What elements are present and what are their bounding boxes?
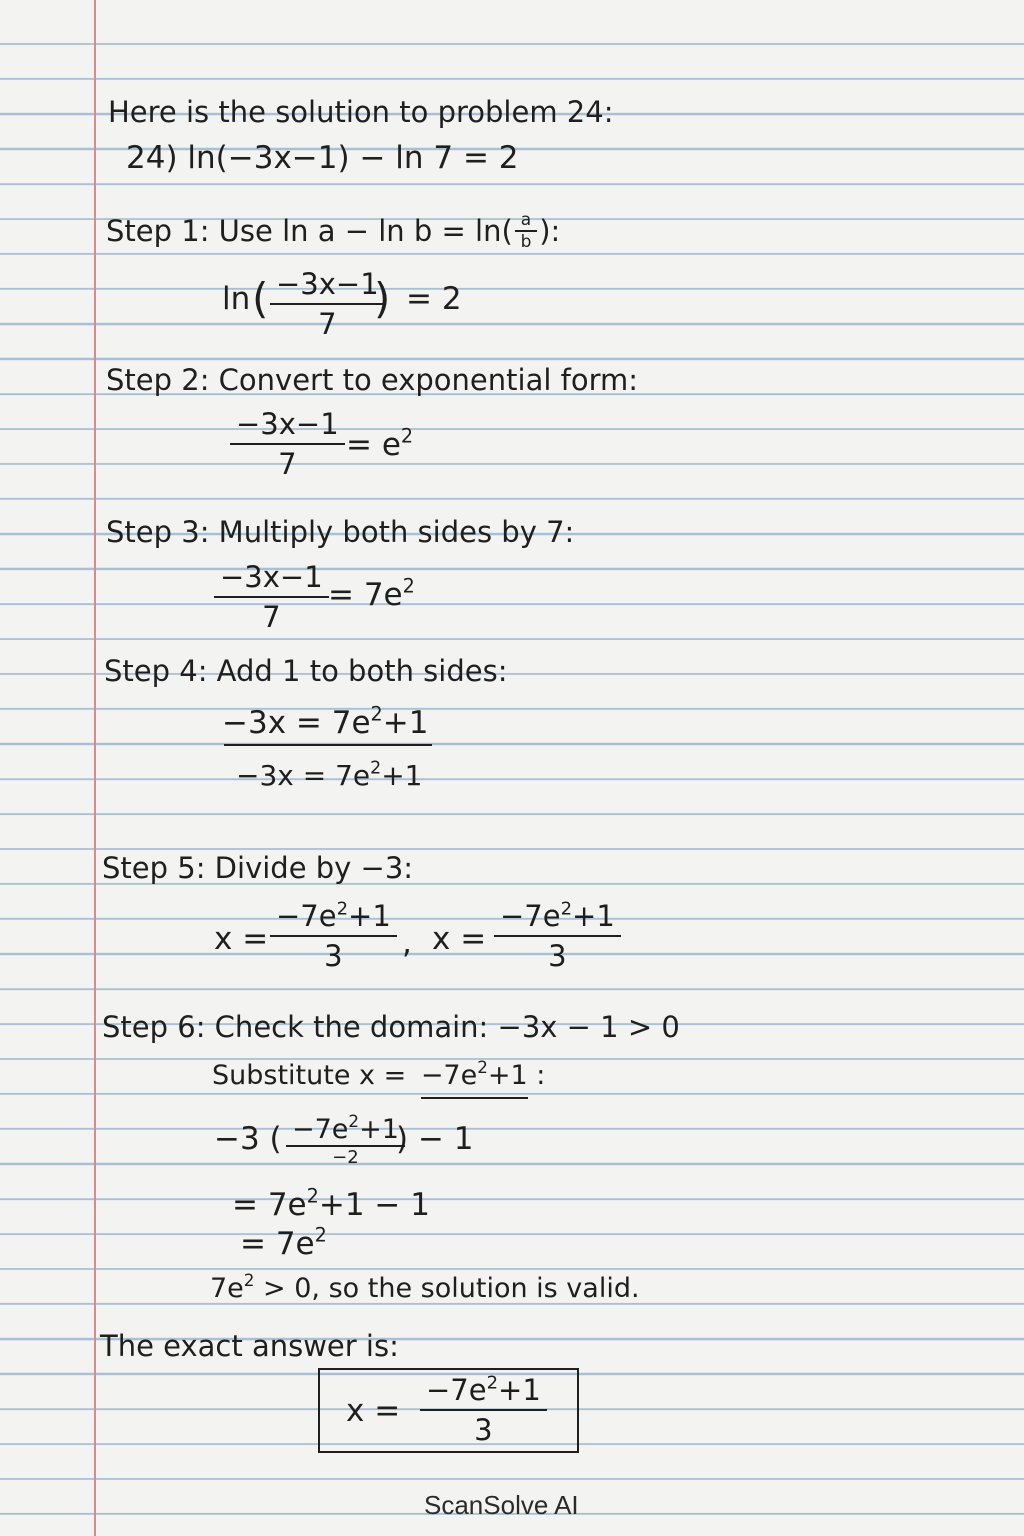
step5-den-2: 3 <box>548 939 567 973</box>
step3-num: −3x−1 <box>220 560 323 594</box>
step6-line2 <box>232 1184 430 1223</box>
step6-sub-exp: 2 <box>477 1057 488 1078</box>
answer-den: 3 <box>474 1413 493 1447</box>
step4-line2-right: +1 <box>381 759 423 792</box>
brand-label: ScanSolve AI <box>424 1490 579 1520</box>
step5-num-1-exp: 2 <box>336 898 349 920</box>
step6-sub-a: −7e <box>420 1060 478 1091</box>
step3-den: 7 <box>262 600 281 634</box>
step5-num-2-a: −7e <box>500 899 561 933</box>
step6-valid-exp: 2 <box>243 1270 255 1291</box>
step1-title-text: Step 1: Use ln a − ln b = ln( <box>106 213 513 248</box>
step1-eq-prefix: ln <box>222 281 251 317</box>
step5-title: Step 5: Divide by −3: <box>102 851 414 885</box>
step4-title: Step 4: Add 1 to both sides: <box>104 654 508 688</box>
answer-num-b: +1 <box>498 1373 541 1407</box>
step6-line2-exp: 2 <box>306 1184 319 1208</box>
answer-fraction <box>420 1372 547 1447</box>
paren-close: ) <box>374 274 391 323</box>
step5-num-1-a: −7e <box>276 899 337 933</box>
step6-valid <box>210 1270 640 1304</box>
step1-eq-fraction <box>270 267 385 341</box>
step4-underline <box>224 744 432 746</box>
fraction-bar <box>420 1409 547 1411</box>
step1-eq-num: −3x−1 <box>276 267 379 301</box>
step6-sub-colon: : <box>536 1060 546 1091</box>
step3-title: Step 3: Multiply both sides by 7: <box>106 515 575 549</box>
step5-den-1: 3 <box>324 939 343 973</box>
step6-expr-fraction <box>286 1111 405 1168</box>
step1-eq-den: 7 <box>318 307 337 341</box>
step5-num-2-b: +1 <box>572 899 615 933</box>
fraction-bar <box>214 596 329 598</box>
step2-rhs <box>346 424 414 463</box>
fraction-bar <box>270 935 397 937</box>
step6-expr-num <box>286 1111 405 1145</box>
step2-num: −3x−1 <box>236 407 339 441</box>
step2-rhs-base: = e <box>346 427 401 463</box>
intro-text: Here is the solution to problem 24: <box>108 95 614 129</box>
step6-line3 <box>240 1223 327 1262</box>
answer-num-a: −7e <box>426 1373 487 1407</box>
step1-title <box>106 212 560 251</box>
step6-expr-num-a: −7e <box>292 1114 349 1145</box>
step2-rhs-exp: 2 <box>400 424 414 448</box>
step6-line2-b: +1 − 1 <box>318 1187 430 1223</box>
step6-expr-suffix: ) − 1 <box>396 1121 474 1157</box>
step4-line1 <box>222 702 429 741</box>
step6-expr-prefix: −3 ( <box>214 1121 282 1157</box>
step2-title: Step 2: Convert to exponential form: <box>106 363 639 397</box>
step3-rhs-exp: 2 <box>402 574 415 598</box>
step5-num-1 <box>270 898 397 933</box>
step6-line2-a: = 7e <box>232 1187 307 1223</box>
paren-open: ( <box>252 274 269 323</box>
step6-substitute-value <box>420 1057 528 1099</box>
fraction-bar <box>230 443 345 445</box>
step6-title: Step 6: Check the domain: −3x − 1 > 0 <box>102 1010 680 1044</box>
step4-line1-exp: 2 <box>370 702 383 726</box>
step6-sub-b: +1 <box>487 1060 528 1091</box>
step3-fraction <box>214 560 329 634</box>
step4-line1-right: +1 <box>382 705 429 741</box>
step6-expr-num-exp: 2 <box>348 1111 360 1132</box>
step6-expr-den: −2 <box>332 1147 359 1168</box>
step5-num-2 <box>494 898 621 933</box>
step4-line2-left: −3x = 7e <box>236 759 371 792</box>
answer-x-label: x = <box>346 1393 401 1429</box>
step5-x-label-2: x = <box>432 921 487 957</box>
step4-line2 <box>236 758 423 792</box>
step6-valid-b: > 0, so the solution is valid. <box>263 1273 640 1304</box>
step6-expr-num-b: +1 <box>359 1114 399 1145</box>
step1-rule-close: ): <box>539 213 561 248</box>
answer-label: The exact answer is: <box>100 1329 399 1363</box>
step5-fraction-2 <box>494 898 621 973</box>
step6-valid-a: 7e <box>210 1273 244 1304</box>
step5-num-2-exp: 2 <box>560 898 573 920</box>
fraction-bar <box>494 935 621 937</box>
step5-fraction-1 <box>270 898 397 973</box>
step4-line1-left: −3x = 7e <box>222 705 371 741</box>
step6-substitute-label: Substitute x = <box>212 1060 407 1091</box>
step6-substitute <box>212 1057 546 1091</box>
margin-line <box>94 0 96 1536</box>
step5-num-1-b: +1 <box>348 899 391 933</box>
step3-rhs <box>328 574 415 613</box>
step4-line2-exp: 2 <box>370 758 382 779</box>
answer-num-exp: 2 <box>486 1372 499 1394</box>
step5-comma: , <box>402 925 412 961</box>
answer-num <box>420 1372 547 1407</box>
step1-rule-fraction <box>515 212 537 251</box>
step2-fraction <box>230 407 345 481</box>
step6-line3-a: = 7e <box>240 1226 315 1262</box>
step2-den: 7 <box>278 447 297 481</box>
step6-line3-exp: 2 <box>314 1223 327 1247</box>
step3-rhs-base: = 7e <box>328 577 403 613</box>
step1-rule-num: a <box>520 210 532 230</box>
step1-rule-den: b <box>520 231 532 252</box>
fraction-bar <box>270 303 385 305</box>
step1-eq-suffix: = 2 <box>406 281 462 317</box>
problem-statement: 24) ln(−3x−1) − ln 7 = 2 <box>126 140 519 176</box>
step5-x-label: x = <box>214 921 269 957</box>
